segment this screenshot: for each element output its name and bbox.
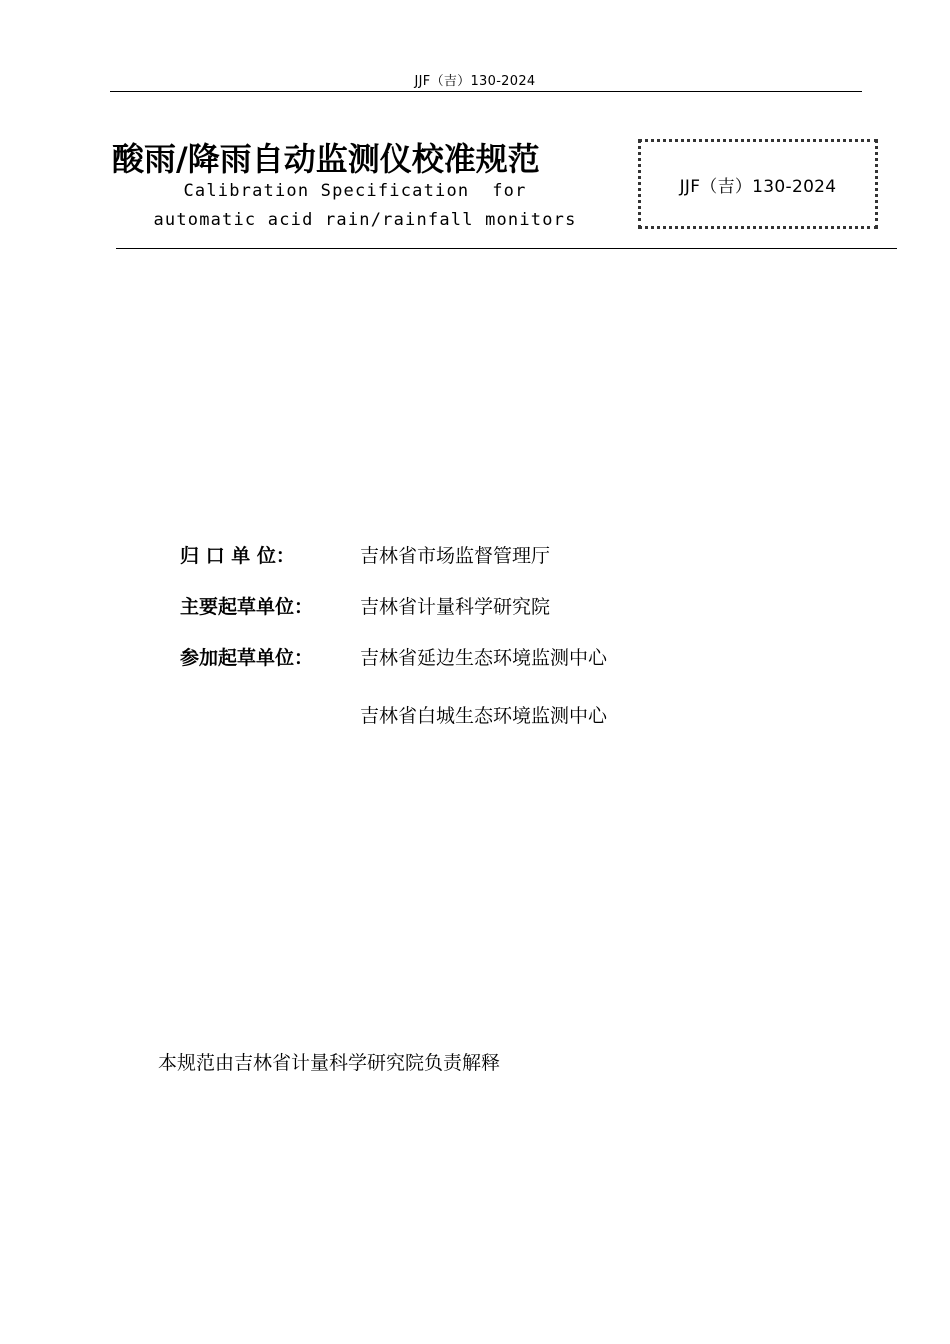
org-row-main-drafter — [180, 592, 550, 619]
org-label: 归 口 单 位： — [180, 545, 295, 567]
header-code: JJF（吉）130-2024 — [414, 74, 536, 89]
specification-code: JJF（吉）130-2024 — [679, 176, 837, 197]
org-value: 吉林省延边生态环境监测中心 — [360, 647, 608, 669]
interpretation-note: 本规范由吉林省计量科学研究院负责解释 — [158, 1052, 501, 1074]
document-title-english-line-2: automatic acid rain/rainfall monitors — [153, 210, 577, 230]
org-label: 参加起草单位： — [180, 647, 314, 669]
header-divider — [110, 91, 862, 92]
document-title-chinese: 酸雨/降雨自动监测仪校准规范 — [112, 140, 540, 178]
org-value: 吉林省计量科学研究院 — [360, 596, 551, 618]
org-value: 吉林省市场监督管理厅 — [360, 545, 551, 567]
org-row-participating-drafter — [180, 643, 607, 670]
specification-code-box — [638, 139, 878, 229]
org-label: 主要起草单位： — [180, 596, 314, 618]
document-title-english-line-1: Calibration Specification for — [183, 181, 527, 201]
org-row-responsible — [180, 541, 550, 568]
title-divider — [116, 248, 897, 249]
org-row-participating-drafter-2 — [180, 701, 607, 728]
org-value: 吉林省白城生态环境监测中心 — [360, 705, 608, 727]
